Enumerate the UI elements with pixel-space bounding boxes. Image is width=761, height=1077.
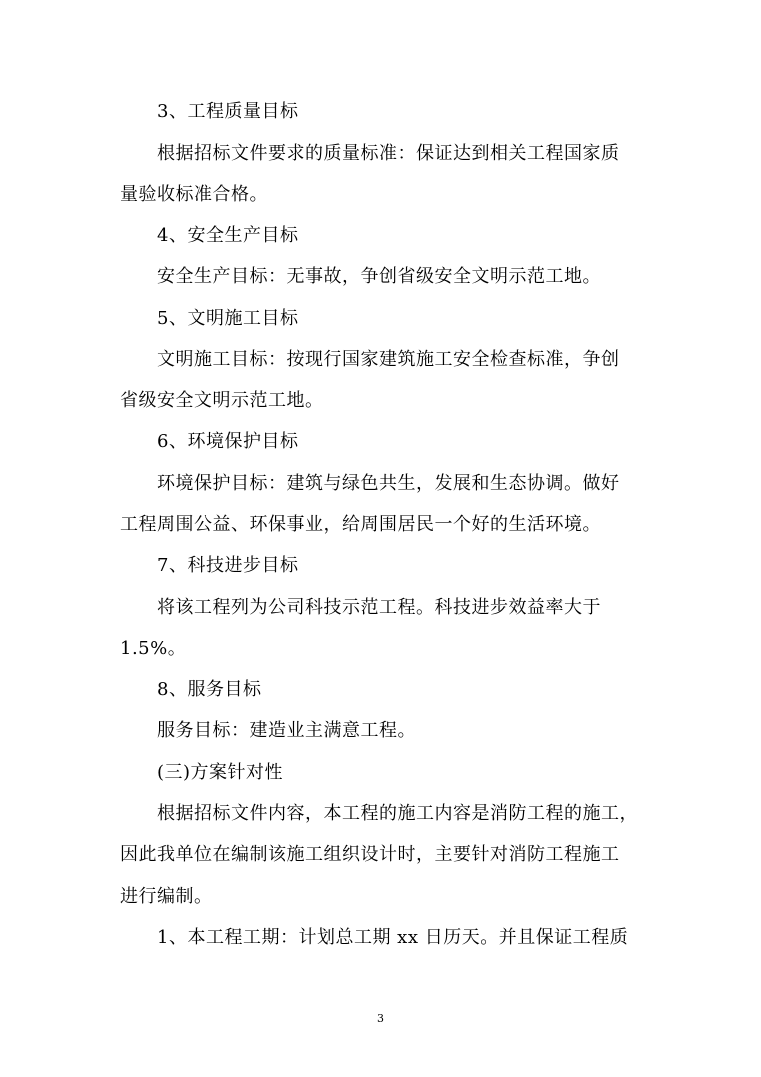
paragraph-line: 因此我单位在编制该施工组织设计时，主要针对消防工程施工 [120, 844, 620, 865]
paragraph-line: 文明施工目标：按现行国家建筑施工安全检查标准，争创 [157, 349, 620, 370]
paragraph-line: 工程周围公益、环保事业，给周围居民一个好的生活环境。 [120, 514, 601, 535]
paragraph-line: 进行编制。 [120, 886, 213, 907]
paragraph-line: 根据招标文件内容，本工程的施工内容是消防工程的施工， [157, 803, 638, 824]
paragraph-line: 安全生产目标：无事故，争创省级安全文明示范工地。 [157, 266, 601, 287]
paragraph-line: 1、本工程工期：计划总工期 xx 日历天。并且保证工程质 [157, 927, 629, 948]
heading-service-goal: 8、服务目标 [157, 679, 262, 700]
heading-plan-relevance: (三)方案针对性 [157, 762, 284, 783]
page-number: 3 [377, 1012, 384, 1025]
paragraph-line: 环境保护目标：建筑与绿色共生，发展和生态协调。做好 [157, 473, 620, 494]
paragraph-line: 服务目标：建造业主满意工程。 [157, 720, 416, 741]
heading-environment-goal: 6、环境保护目标 [157, 431, 299, 452]
paragraph-line: 省级安全文明示范工地。 [120, 390, 324, 411]
heading-technology-goal: 7、科技进步目标 [157, 555, 299, 576]
paragraph-line: 根据招标文件要求的质量标准：保证达到相关工程国家质 [157, 143, 620, 164]
paragraph-line: 1.5%。 [120, 638, 187, 659]
heading-civilized-construction-goal: 5、文明施工目标 [157, 308, 299, 329]
heading-quality-goal: 3、工程质量目标 [157, 101, 299, 122]
heading-safety-goal: 4、安全生产目标 [157, 225, 299, 246]
paragraph-line: 将该工程列为公司科技示范工程。科技进步效益率大于 [157, 597, 601, 618]
paragraph-line: 量验收标准合格。 [120, 184, 268, 205]
